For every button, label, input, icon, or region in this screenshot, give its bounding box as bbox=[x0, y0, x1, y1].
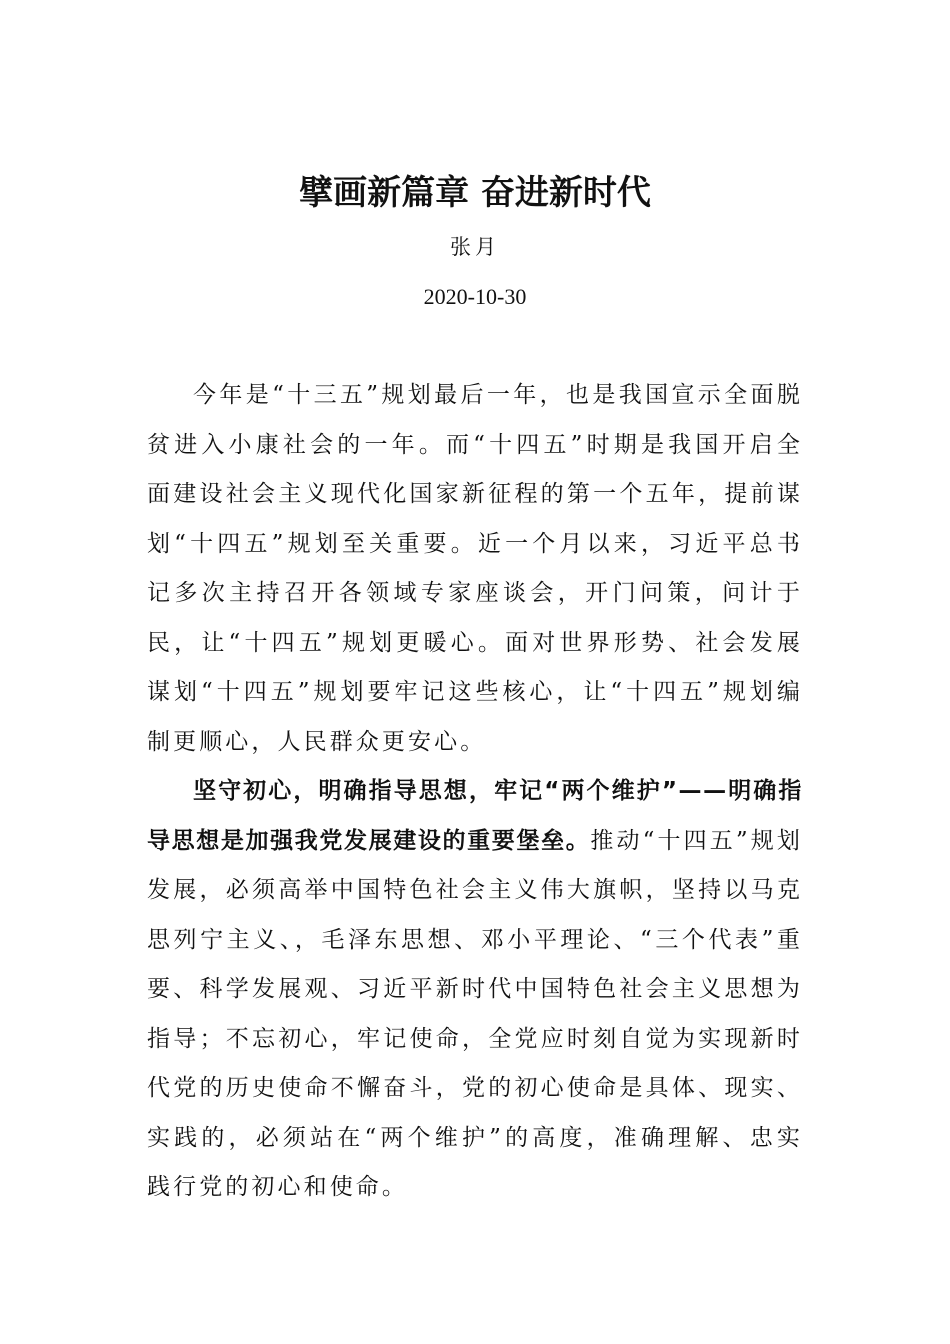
paragraph-text: 今年是“十三五”规划最后一年，也是我国宣示全面脱贫进入小康社会的一年。而“十四五”时期是我国开启全面建设社会主义现代化国家新征程的第一个五年，提前谋划“十四五”规划至关重要。近一个月以来，习近平总书记多次主持召开各领域专家座谈会，开门问策，问计于民，让“十四五”规划更暖心。面对世界形势、社会发展谋划“十四五”规划要牢记这些核心，让“十四五”规划编制更顺心，人民群众更安心。 bbox=[147, 382, 803, 755]
document-title: 擘画新篇章 奋进新时代 bbox=[299, 173, 651, 213]
paragraph-text: 推动“十四五”规划发展，必须高举中国特色社会主义伟大旗帜，坚持以马克思列宁主义、，毛泽东思想、邓小平理论、“三个代表”重要、科学发展观、习近平新时代中国特色社会主义思想为指导；不忘初心，牢记使命，全党应时刻自觉为实现新时代党的历史使命不懈奋斗，党的初心使命是具体、现实、实践的，必须站在“两个维护”的高度，准确理解、忠实践行党的初心和使命。 bbox=[147, 827, 803, 1200]
body-paragraph bbox=[147, 767, 803, 1213]
document-body bbox=[147, 371, 803, 1213]
document-date: 2020-10-30 bbox=[423, 284, 527, 309]
body-paragraph bbox=[147, 371, 803, 767]
paragraph-lead: 坚守初心，明确指导思想，牢记“两个维护”——明确指导思想是加强我党发展建设的重要堡垒。 bbox=[147, 778, 803, 854]
document-author: 张月 bbox=[450, 235, 500, 259]
